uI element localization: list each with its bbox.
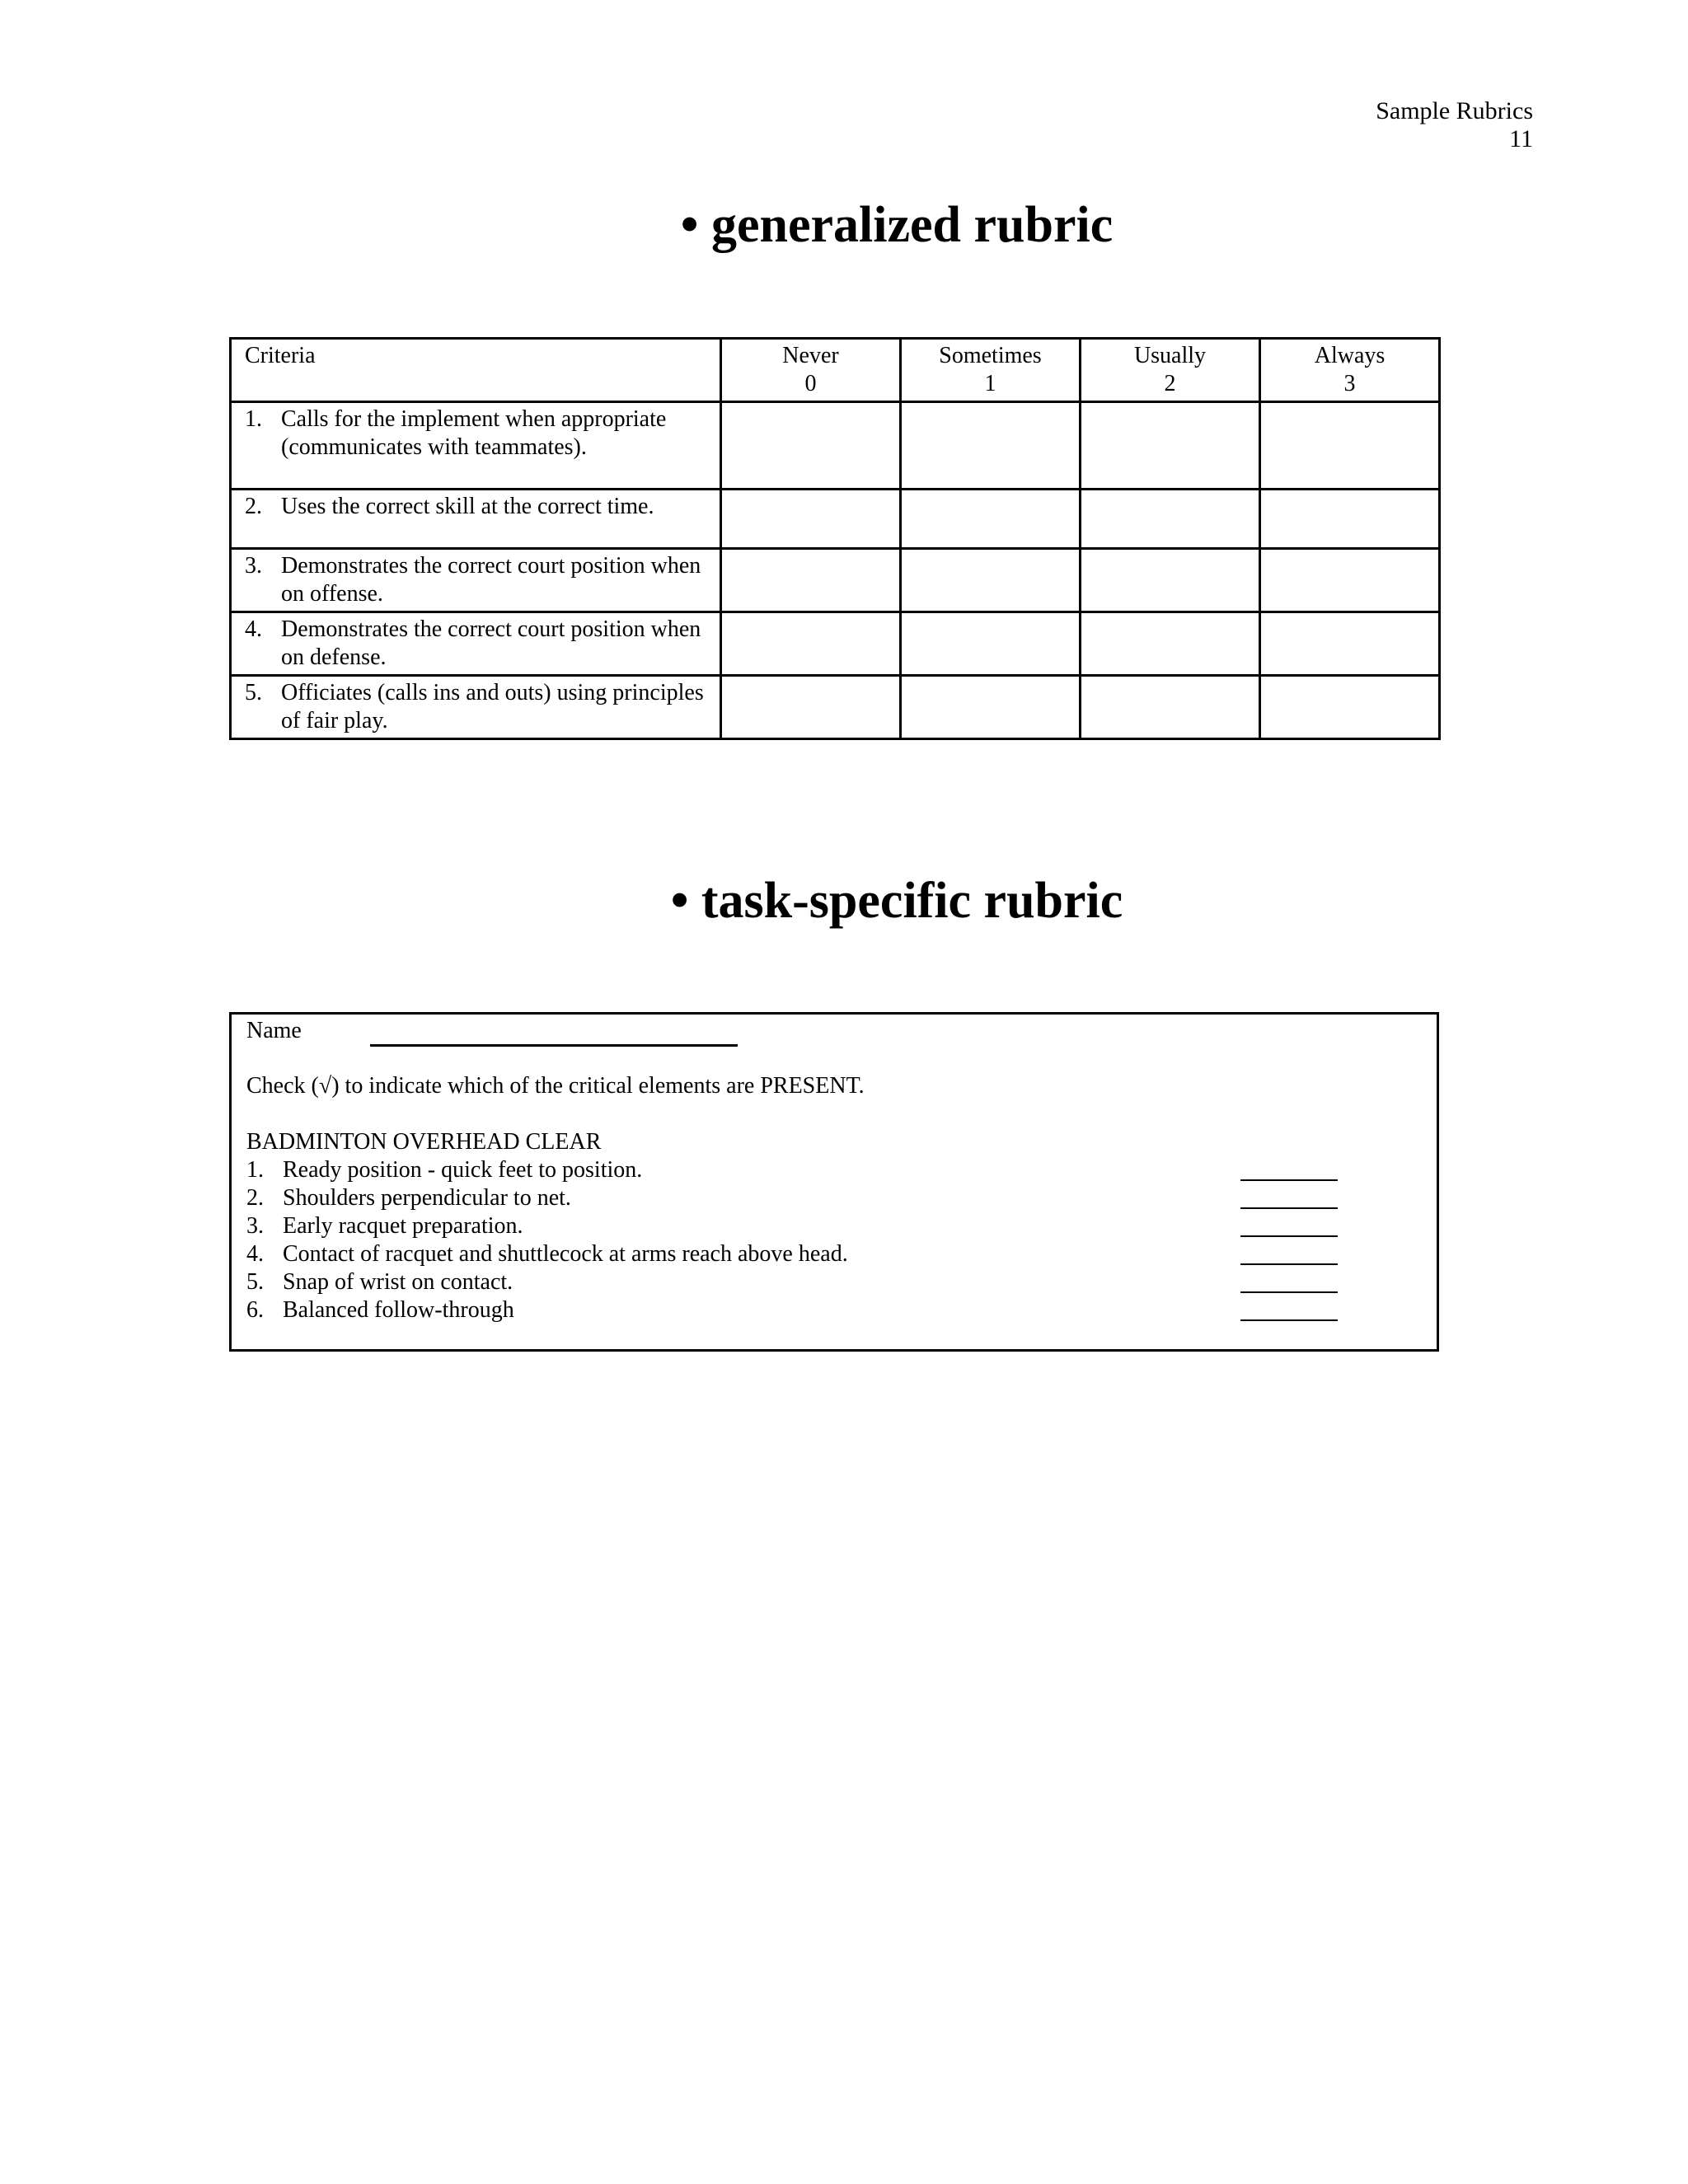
element-text: Snap of wrist on contact. — [283, 1269, 513, 1295]
rating-cell-never[interactable] — [721, 490, 901, 549]
name-input-line[interactable] — [370, 1044, 738, 1047]
check-blank-line[interactable] — [1240, 1319, 1338, 1321]
criterion-number: 4. — [245, 616, 262, 642]
list-item — [246, 1212, 1400, 1240]
criterion-cell — [231, 490, 721, 549]
element-text: Balanced follow-through — [283, 1297, 514, 1323]
criterion-number: 5. — [245, 680, 262, 705]
criterion-number: 3. — [245, 553, 262, 579]
rating-cell-sometimes[interactable] — [901, 612, 1081, 676]
table-header-row — [231, 339, 1440, 402]
element-text: Early racquet preparation. — [283, 1213, 523, 1239]
criterion-cell — [231, 612, 721, 676]
scale-label: Sometimes — [939, 343, 1042, 368]
element-number: 3. — [246, 1213, 264, 1239]
scale-label: Usually — [1133, 343, 1207, 368]
rating-cell-sometimes[interactable] — [901, 402, 1081, 490]
task-specific-rubric-heading: • task-specific rubric — [670, 873, 1123, 929]
element-text: Shoulders perpendicular to net. — [283, 1185, 571, 1211]
scale-label: Never — [782, 343, 839, 368]
check-blank-line[interactable] — [1240, 1179, 1338, 1181]
scale-header-never — [721, 339, 901, 402]
scale-header-sometimes — [901, 339, 1081, 402]
criterion-cell — [231, 402, 721, 490]
rating-cell-sometimes[interactable] — [901, 676, 1081, 739]
check-blank-line[interactable] — [1240, 1291, 1338, 1293]
scale-header-always — [1260, 339, 1440, 402]
rating-cell-sometimes[interactable] — [901, 549, 1081, 612]
scale-label: Always — [1314, 343, 1386, 368]
rating-cell-usually[interactable] — [1081, 676, 1260, 739]
instructions-text: Check (√) to indicate which of the critical elements are PRESENT. — [246, 1073, 865, 1099]
generalized-rubric-heading: • generalized rubric — [680, 197, 1114, 253]
element-number: 6. — [246, 1297, 264, 1323]
table-row — [231, 612, 1440, 676]
rating-cell-always[interactable] — [1260, 612, 1440, 676]
generalized-rubric-table — [229, 337, 1441, 740]
criterion-text: Demonstrates the correct court position when on defense. — [281, 616, 701, 670]
criterion-number: 2. — [245, 494, 262, 519]
list-item — [246, 1268, 1400, 1296]
rating-cell-usually[interactable] — [1081, 490, 1260, 549]
skill-title: BADMINTON OVERHEAD CLEAR — [246, 1129, 602, 1155]
check-blank-line[interactable] — [1240, 1207, 1338, 1209]
rating-cell-always[interactable] — [1260, 676, 1440, 739]
element-number: 5. — [246, 1269, 264, 1295]
check-blank-line[interactable] — [1240, 1263, 1338, 1265]
check-blank-line[interactable] — [1240, 1235, 1338, 1237]
rating-cell-never[interactable] — [721, 549, 901, 612]
list-item — [246, 1296, 1400, 1324]
scale-score: 2 — [1164, 371, 1176, 396]
rating-cell-usually[interactable] — [1081, 612, 1260, 676]
element-number: 2. — [246, 1185, 264, 1211]
running-head-title: Sample Rubrics — [1376, 97, 1533, 124]
list-item — [246, 1240, 1400, 1268]
task-specific-rubric-box — [229, 1012, 1439, 1352]
running-head — [1376, 97, 1533, 153]
criterion-text: Officiates (calls ins and outs) using principles of fair play. — [281, 680, 704, 733]
rating-cell-always[interactable] — [1260, 549, 1440, 612]
criteria-header: Criteria — [231, 339, 721, 402]
element-text: Contact of racquet and shuttlecock at arms reach above head. — [283, 1241, 848, 1267]
table-row — [231, 490, 1440, 549]
rating-cell-never[interactable] — [721, 402, 901, 490]
rating-cell-sometimes[interactable] — [901, 490, 1081, 549]
criterion-text: Demonstrates the correct court position when on offense. — [281, 553, 701, 607]
criterion-text: Calls for the implement when appropriate (communicates with teammates). — [281, 406, 667, 460]
rating-cell-usually[interactable] — [1081, 402, 1260, 490]
scale-score: 1 — [984, 371, 996, 396]
criterion-cell — [231, 676, 721, 739]
rating-cell-never[interactable] — [721, 676, 901, 739]
list-item — [246, 1184, 1400, 1212]
element-number: 1. — [246, 1157, 264, 1183]
element-text: Ready position - quick feet to position. — [283, 1157, 643, 1183]
list-item — [246, 1156, 1400, 1184]
page-number: 11 — [1509, 125, 1533, 152]
scale-header-usually — [1081, 339, 1260, 402]
table-row — [231, 549, 1440, 612]
criterion-number: 1. — [245, 406, 262, 432]
scale-score: 3 — [1343, 371, 1356, 396]
rating-cell-always[interactable] — [1260, 490, 1440, 549]
scale-score: 0 — [804, 371, 817, 396]
element-number: 4. — [246, 1241, 264, 1267]
table-row — [231, 402, 1440, 490]
criterion-text: Uses the correct skill at the correct time. — [281, 494, 654, 519]
rating-cell-usually[interactable] — [1081, 549, 1260, 612]
rating-cell-always[interactable] — [1260, 402, 1440, 490]
name-label: Name — [246, 1018, 302, 1043]
criterion-cell — [231, 549, 721, 612]
table-row — [231, 676, 1440, 739]
rating-cell-never[interactable] — [721, 612, 901, 676]
critical-elements-list — [246, 1156, 1400, 1324]
